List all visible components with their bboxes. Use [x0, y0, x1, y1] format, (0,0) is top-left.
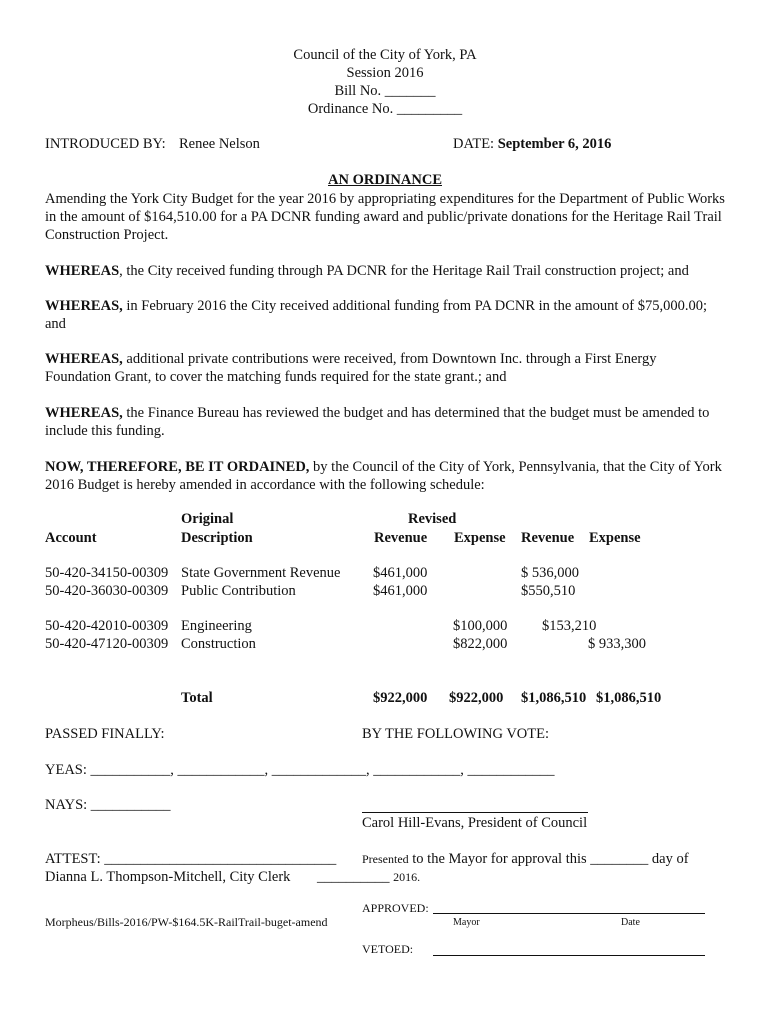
header-council: Council of the City of York, PA [293, 47, 477, 63]
table-row-rev-expense: $ 933,300 [588, 636, 646, 652]
header-expense-original: Expense [454, 530, 506, 546]
mayor-caption: Mayor [453, 917, 480, 928]
header-revenue-original: Revenue [374, 530, 428, 546]
file-reference: Morpheus/Bills-2016/PW-$164.5K-RailTrail-buget-amend [45, 915, 328, 929]
introduced-name: Renee Nelson [178, 136, 260, 152]
table-row-description: State Government Revenue [181, 565, 341, 581]
table-row-rev-revenue: $153,210 [542, 618, 597, 634]
introduced-label: INTRODUCED BY: [45, 136, 166, 152]
ordinance-title: AN ORDINANCE [328, 172, 442, 188]
passed-finally: PASSED FINALLY: [45, 726, 165, 742]
now-therefore: NOW, THEREFORE, BE IT ORDAINED, by the Council of the City of York, Pennsylvania, that the City of York 2016 Budget is hereby amended in accordance with the following schedule: [45, 459, 722, 493]
total-rev-revenue: $1,086,510 [521, 690, 587, 706]
vetoed-label: VETOED: [362, 942, 414, 956]
total-rev-expense: $1,086,510 [596, 690, 662, 706]
header-revised: Revised [408, 511, 457, 527]
table-row-description: Construction [181, 636, 256, 652]
total-orig-expense: $922,000 [449, 690, 504, 706]
table-row-account: 50-420-47120-00309 [45, 636, 169, 652]
date-caption: Date [621, 917, 640, 928]
presented-line: Presented to the Mayor for approval this ________ day of [362, 851, 689, 867]
table-row-rev-revenue: $ 536,000 [521, 565, 579, 581]
ordinance-summary: Amending the York City Budget for the year 2016 by appropriating expenditures for the Department of Public Works in the amount of $164,510.00 for a PA DCNR funding award and public/private donations for the Heritage Rail Trail Construction Project. [45, 191, 725, 243]
table-row-rev-revenue: $550,510 [521, 583, 576, 599]
table-row-orig-expense: $100,000 [453, 618, 508, 634]
introduced-by [45, 136, 260, 153]
by-following-vote: BY THE FOLLOWING VOTE: [362, 726, 550, 742]
city-clerk: Dianna L. Thompson-Mitchell, City Clerk [45, 869, 291, 885]
header-bill-no: Bill No. _______ [334, 83, 436, 99]
approved-label: APPROVED: [362, 901, 429, 915]
date-label: DATE: [453, 136, 495, 152]
table-row-description: Engineering [181, 618, 252, 634]
date-line [453, 136, 611, 153]
presented-year: __________ 2016. [317, 869, 421, 885]
approved-signature-line [433, 913, 705, 914]
attest-line: ATTEST: ________________________________ [45, 851, 337, 867]
header-expense-revised: Expense [589, 530, 641, 546]
header-session: Session 2016 [346, 65, 424, 81]
table-row-account: 50-420-36030-00309 [45, 583, 169, 599]
total-orig-revenue: $922,000 [373, 690, 428, 706]
header-ordinance-no: Ordinance No. _________ [307, 101, 463, 117]
table-row-description: Public Contribution [181, 583, 296, 599]
table-row-account: 50-420-42010-00309 [45, 618, 169, 634]
vetoed-signature-line [433, 955, 705, 956]
whereas-1: WHEREAS, the City received funding through PA DCNR for the Heritage Rail Trail construction project; and [45, 263, 689, 279]
yeas-line: YEAS: ___________, ____________, _____________, ____________, ____________ [45, 762, 555, 778]
header-original: Original [181, 511, 234, 527]
whereas-2: WHEREAS, in February 2016 the City received additional funding from PA DCNR in the amount of $75,000.00; and [45, 298, 707, 332]
table-row-orig-revenue: $461,000 [373, 583, 428, 599]
total-label: Total [181, 690, 213, 706]
table-row-orig-revenue: $461,000 [373, 565, 428, 581]
president-name: Carol Hill-Evans, President of Council [362, 815, 588, 831]
whereas-3: WHEREAS, additional private contributions were received, from Downtown Inc. through a First Energy Foundation Grant, to cover the matching funds required for the state grant.; and [45, 351, 657, 385]
header-description: Description [181, 530, 253, 546]
whereas-4: WHEREAS, the Finance Bureau has reviewed the budget and has determined that the budget must be amended to include this funding. [45, 405, 710, 439]
date-value: September 6, 2016 [497, 136, 612, 152]
header-revenue-revised: Revenue [521, 530, 575, 546]
nays-line: NAYS: ___________ [45, 797, 171, 813]
president-signature-line [362, 812, 588, 813]
header-account: Account [45, 530, 97, 546]
table-row-account: 50-420-34150-00309 [45, 565, 169, 581]
table-row-orig-expense: $822,000 [453, 636, 508, 652]
